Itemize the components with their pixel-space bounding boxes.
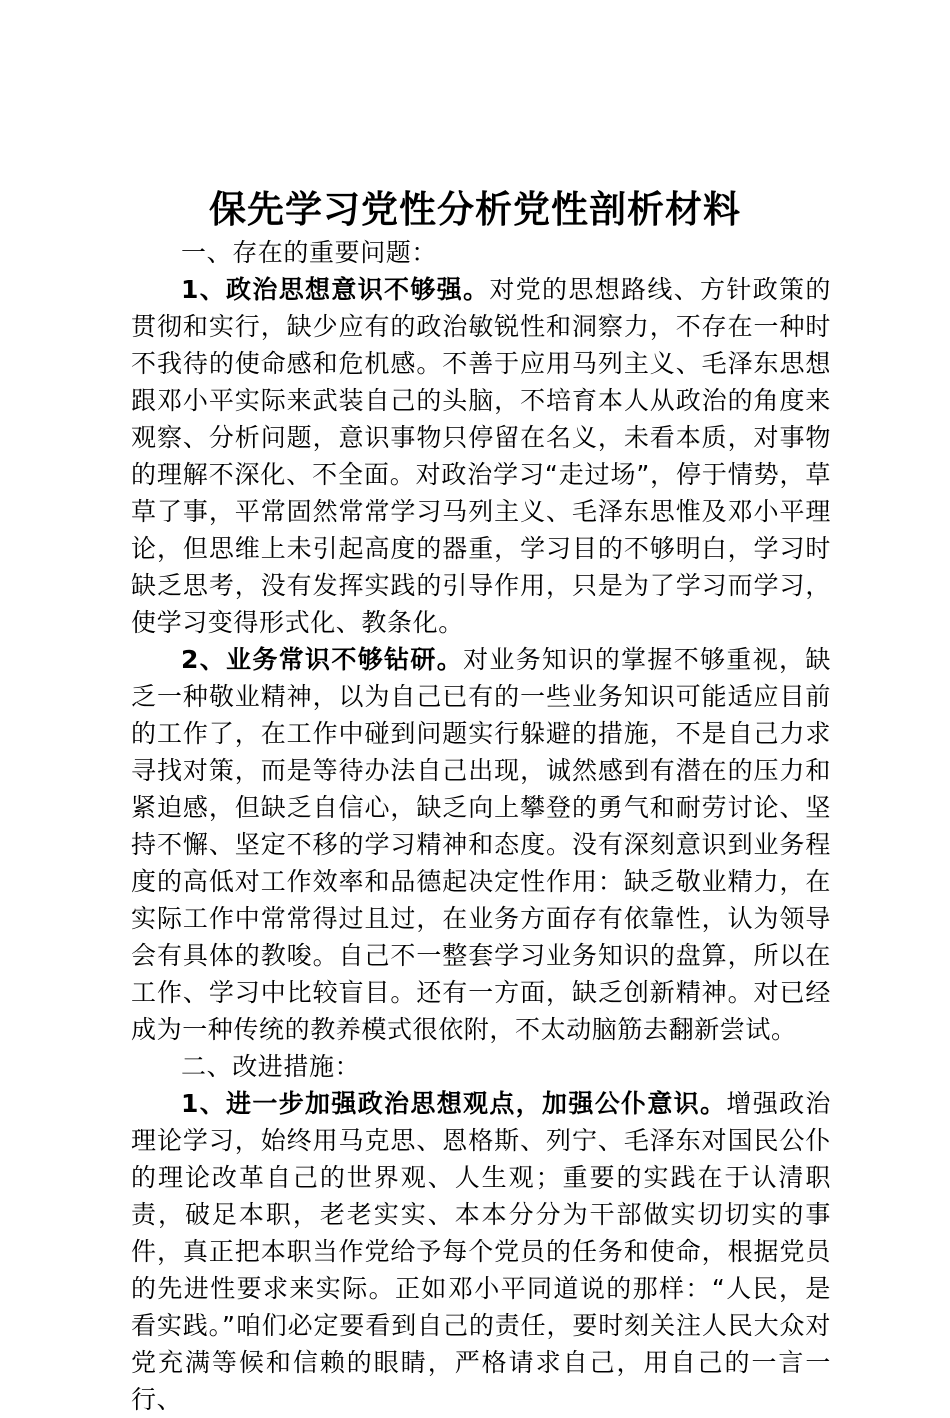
- problem-2-text: 对业务知识的掌握不够重视，缺乏一种敬业精神，以为自己已有的一些业务知识可能适应目前的工作了，在工作中碰到问题实行躲避的措施，不是自己力求寻找对策，而是等待办法自己出现，诚然感到有潜在的压力和紧迫感，但缺乏自信心，缺乏向上攀登的勇气和耐劳讨论、坚持不懈、坚定不移的学习精神和态度。没有深刻意识到业务程度的高低对工作效率和品德起决定性作用：缺乏敬业精力，在实际工作中常常得过且过，在业务方面存有依靠性，认为领导会有具体的教唆。自己不一整套学习业务知识的盘算，所以在工作、学习中比较盲目。还有一方面，缺乏创新精神。对已经成为一种传统的教养模式很依附，不太动脑筋去翻新尝试。: [131, 645, 831, 1044]
- problem-2-lead: 2、业务常识不够钻研。: [181, 645, 464, 674]
- paragraph-problem-2: [131, 641, 831, 1048]
- problem-1-lead: 1、政治思想意识不够强。: [181, 275, 490, 304]
- section-heading-measures: 二、改进措施：: [181, 1052, 361, 1081]
- measure-1-text: 增强政治理论学习，始终用马克思、恩格斯、列宁、毛泽东对国民公仆的理论改革自己的世界观、人生观；重要的实践在于认清职责，破足本职，老老实实、本本分分为干部做实切切实的事件，真正把本职当作党给予每个党员的任务和使命，根据党员的先进性要求来实际。正如邓小平同道说的那样：“人民，是看实践。”咱们必定要看到自己的责任，要时刻关注人民大众对党充满等候和信赖的眼睛，严格请求自己，用自己的一言一行、: [131, 1089, 832, 1414]
- section-heading-problems: 一、存在的重要问题：: [181, 238, 438, 267]
- document-title: 保先学习党性分析党性剖析材料: [209, 187, 741, 231]
- paragraph-measure-1: [131, 1085, 831, 1418]
- problem-1-text: 对党的思想路线、方针政策的贯彻和实行，缺少应有的政治敏锐性和洞察力，不存在一种时不我待的使命感和危机感。不善于应用马列主义、毛泽东思想跟邓小平实际来武装自己的头脑，不培育本人从政治的角度来观察、分析问题，意识事物只停留在名义，未看本质，对事物的理解不深化、不全面。对政治学习“走过场”，停于情势，草草了事，平常固然常常学习马列主义、毛泽东思惟及邓小平理论，但思维上未引起高度的器重，学习目的不够明白，学习时缺乏思考，没有发挥实践的引导作用，只是为了学习而学习，使学习变得形式化、教条化。: [131, 275, 831, 637]
- paragraph-problem-1: [131, 271, 831, 641]
- document-body: [131, 234, 831, 1418]
- measure-1-lead: 1、进一步加强政治思想观点，加强公仆意识。: [181, 1089, 727, 1118]
